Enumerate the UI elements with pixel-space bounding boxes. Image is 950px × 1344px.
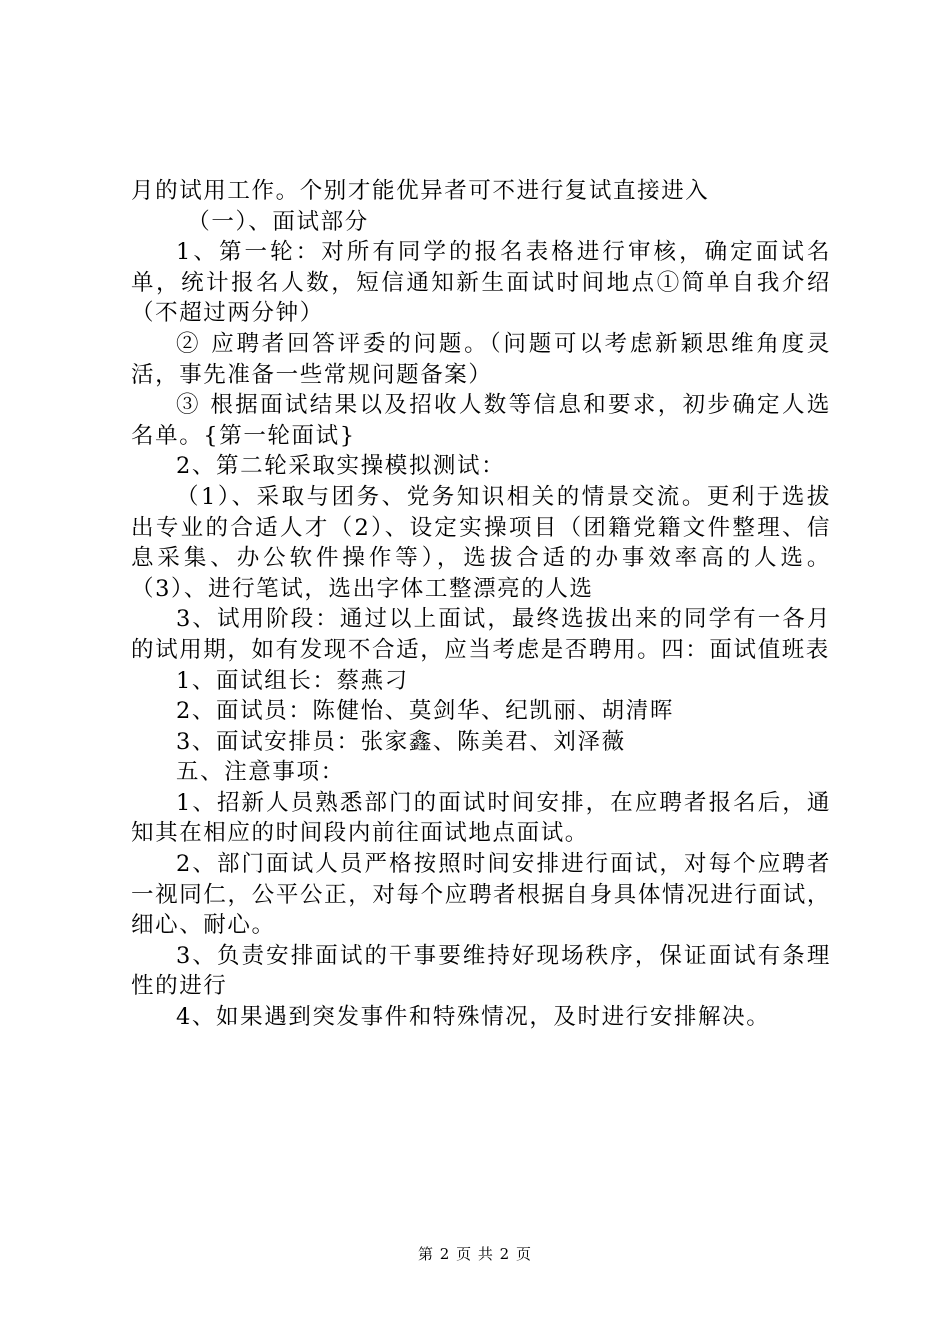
page-footer	[0, 1244, 950, 1264]
paragraph-preliminary-list: ③ 根据面试结果以及招收人数等信息和要求，初步确定人选名单。{第一轮面试}	[131, 392, 831, 449]
paragraph-schedulers: 3、面试安排员：张家鑫、陈美君、刘泽薇	[176, 728, 626, 755]
paragraph-practical-items: （1）、采取与团务、党务知识相关的情景交流。更利于选拔出专业的合适人才（2）、设定实操项目（团籍党籍文件整理、信息采集、办公软件操作等），选拔合适的办事效率高的人选。（3）、进行笔试，选出字体工整漂亮的人选	[131, 483, 831, 602]
section-heading-notes: 五、注意事项：	[176, 759, 345, 786]
paragraph-interviewers: 2、面试员：陈健怡、莫剑华、纪凯丽、胡清晖	[176, 698, 674, 725]
page-number-label: 第 2 页 共 2 页	[418, 1245, 532, 1263]
paragraph-note-3: 3、负责安排面试的干事要维持好现场秩序，保证面试有条理性的进行	[131, 942, 831, 1000]
paragraph-note-1: 1、招新人员熟悉部门的面试时间安排，在应聘者报名后，通知其在相应的时间段内前往面试地点面试。	[131, 789, 831, 847]
paragraph-note-2: 2、部门面试人员严格按照时间安排进行面试，对每个应聘者一视同仁，公平公正，对每个应聘者根据自身具体情况进行面试，细心、耐心。	[131, 851, 831, 939]
paragraph-answer-questions: ② 应聘者回答评委的问题。（问题可以考虑新颖思维角度灵活，事先准备一些常规问题备案）	[131, 330, 831, 388]
paragraph-note-4: 4、如果遇到突发事件和特殊情况，及时进行安排解决。	[176, 1004, 771, 1031]
section-heading-interview: （一）、面试部分	[187, 208, 369, 235]
paragraph-trial-period: 3、试用阶段：通过以上面试，最终选拔出来的同学有一各月的试用期，如有发现不合适，应当考虑是否聘用。四：面试值班表	[131, 606, 831, 663]
paragraph-round-one: 1、第一轮：对所有同学的报名表格进行审核，确定面试名单，统计报名人数，短信通知新生面试时间地点①简单自我介绍（不超过两分钟）	[131, 239, 831, 327]
paragraph-round-two: 2、第二轮采取实操模拟测试：	[176, 453, 506, 480]
paragraph-team-leader: 1、面试组长：蔡燕刁	[176, 667, 409, 694]
paragraph-continuation: 月的试用工作。个别才能优异者可不进行复试直接进入	[131, 178, 710, 204]
document-body	[131, 176, 831, 1033]
